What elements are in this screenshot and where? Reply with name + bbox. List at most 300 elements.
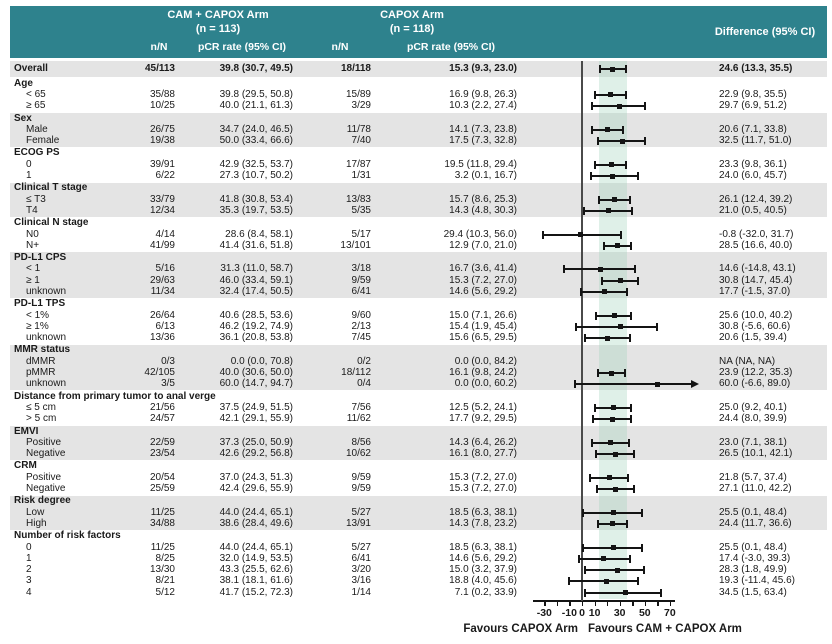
cam-pcr: 32.0 (14.9, 53.5): [219, 552, 293, 564]
table-row: [10, 194, 827, 205]
cam-pcr: 60.0 (14.7, 94.7): [219, 378, 293, 390]
axis-line: [533, 600, 675, 602]
table-row: [10, 124, 827, 135]
row-label: Positive: [26, 471, 62, 483]
ci-bar: [584, 592, 662, 594]
ci-point: [611, 545, 616, 550]
capox-pcr: 14.3 (7.8, 23.2): [449, 517, 517, 529]
cam-pcr: 40.0 (21.1, 61.3): [219, 100, 293, 112]
ci-bar: [568, 580, 640, 582]
group-row: [10, 531, 827, 542]
ci-cap-left: [584, 566, 586, 574]
cam-nn: 12/34: [149, 204, 175, 216]
cam-nn: 39/91: [149, 158, 175, 170]
ci-cap-left: [596, 485, 598, 493]
table-row: [10, 507, 827, 518]
ci-cap-left: [574, 380, 576, 388]
col-header-nn-capox: n/N: [331, 40, 349, 53]
table-row: [10, 587, 827, 598]
cam-nn: 11/25: [150, 541, 175, 553]
cam-pcr: 42.1 (29.1, 55.9): [219, 413, 293, 425]
ci-cap-right: [633, 450, 635, 458]
ci-cap-left: [590, 172, 592, 180]
capox-pcr: 15.3 (9.3, 23.0): [449, 63, 517, 74]
group-row: [10, 78, 827, 89]
capox-nn: 0/2: [357, 355, 371, 367]
cam-pcr: 32.4 (17.4, 50.5): [219, 285, 293, 297]
ci-cap-left: [598, 196, 600, 204]
ci-point: [598, 267, 603, 272]
ci-cap-right: [633, 485, 635, 493]
row-label: 1: [26, 170, 32, 182]
diff-value: 60.0 (-6.6, 89.0): [719, 378, 791, 390]
table-row: [10, 414, 827, 425]
row-label: 3: [26, 575, 32, 587]
ci-bar: [599, 68, 627, 70]
cam-pcr: 41.7 (15.2, 72.3): [219, 586, 293, 598]
ci-bar: [594, 164, 627, 166]
ci-bar: [591, 129, 625, 131]
capox-nn: 9/59: [351, 274, 371, 286]
table-row: [10, 437, 827, 448]
table-row: [10, 483, 827, 494]
subgroup-block: [10, 113, 827, 147]
row-label: Female: [26, 135, 60, 147]
diff-value: 17.4 (-3.0, 39.3): [719, 552, 791, 564]
row-label: Negative: [26, 448, 66, 460]
cam-pcr: 44.0 (24.4, 65.1): [219, 506, 293, 518]
capox-nn: 9/60: [351, 309, 371, 321]
group-row: [10, 496, 827, 507]
ci-point: [604, 579, 609, 584]
cam-nn: 3/5: [161, 378, 175, 390]
diff-value: 24.0 (6.0, 45.7): [719, 170, 787, 182]
row-label: ≤ T3: [26, 193, 46, 205]
capox-nn: 3/20: [351, 564, 371, 576]
ci-cap-right: [641, 544, 643, 552]
diff-value: 29.7 (6.9, 51.2): [719, 100, 787, 112]
cam-nn: 29/63: [149, 274, 175, 286]
cam-nn: 35/88: [149, 88, 175, 100]
row-label: ≥ 1: [26, 274, 40, 286]
cam-pcr: 37.5 (24.9, 51.5): [219, 401, 293, 413]
ci-cap-left: [583, 207, 585, 215]
table-row: [10, 229, 827, 240]
capox-pcr: 15.3 (7.2, 27.0): [449, 483, 517, 495]
table-row: [10, 264, 827, 275]
diff-value: 24.6 (13.3, 35.5): [719, 63, 793, 74]
cam-nn: 26/64: [149, 309, 175, 321]
diff-value: 21.0 (0.5, 40.5): [719, 204, 787, 216]
ci-cap-right: [627, 474, 629, 482]
subgroup-table-body: [10, 61, 827, 598]
ci-bar: [582, 547, 643, 549]
ci-cap-left: [594, 91, 596, 99]
row-label: Clinical T stage: [14, 182, 88, 194]
diff-value: 26.5 (10.1, 42.1): [719, 448, 793, 460]
capox-nn: 7/40: [351, 135, 371, 147]
ci-point: [605, 336, 610, 341]
ci-bar: [592, 418, 632, 420]
favours-left-label: Favours CAPOX Arm: [463, 623, 578, 636]
cam-nn: 20/54: [149, 471, 175, 483]
table-row: [10, 356, 827, 367]
cam-pcr: 41.8 (30.8, 53.4): [219, 193, 293, 205]
ci-cap-left: [578, 555, 580, 563]
diff-value: 22.9 (9.8, 35.5): [719, 88, 787, 100]
axis-tick: [582, 600, 583, 606]
row-label: N+: [26, 239, 40, 251]
row-label: unknown: [26, 332, 67, 344]
cam-pcr: 0.0 (0.0, 70.8): [230, 355, 293, 367]
row-label: < 1%: [26, 309, 50, 321]
capox-pcr: 16.1 (9.8, 24.2): [449, 367, 517, 379]
ci-cap-left: [563, 265, 565, 273]
ci-cap-right: [624, 369, 626, 377]
row-label: Overall: [14, 63, 48, 74]
ci-cap-right: [629, 196, 631, 204]
cam-nn: 4/14: [155, 228, 175, 240]
capox-pcr: 14.6 (5.6, 29.2): [449, 285, 517, 297]
ci-bar: [563, 268, 636, 270]
ci-cap-right: [637, 277, 639, 285]
cam-nn: 13/36: [149, 332, 175, 344]
zero-reference-line: [581, 61, 583, 601]
capox-nn: 5/27: [351, 506, 371, 518]
cam-pcr: 39.8 (30.7, 49.5): [219, 63, 293, 74]
ci-point: [610, 67, 615, 72]
cam-nn: 21/56: [149, 401, 175, 413]
cam-nn: 45/113: [144, 63, 175, 74]
capox-pcr: 3.2 (0.1, 16.7): [454, 170, 517, 182]
row-label: 2: [26, 564, 32, 576]
cam-pcr: 40.0 (30.6, 50.0): [219, 367, 293, 379]
ci-cap-left: [599, 65, 601, 73]
row-label: > 5 cm: [26, 413, 57, 425]
x-axis: [523, 599, 703, 621]
ci-bar: [542, 234, 622, 236]
cam-pcr: 34.7 (24.0, 46.5): [219, 123, 293, 135]
diff-value: 34.5 (1.5, 63.4): [719, 586, 787, 598]
ci-bar: [578, 558, 631, 560]
table-row: [10, 553, 827, 564]
ci-bar: [598, 199, 632, 201]
cam-pcr: 28.6 (8.4, 58.1): [225, 228, 293, 240]
capox-nn: 5/35: [351, 204, 371, 216]
subgroup-block: [10, 345, 827, 390]
table-row: [10, 170, 827, 181]
ci-point: [607, 475, 612, 480]
group-row: [10, 391, 827, 402]
favours-right-label: Favours CAM + CAPOX Arm: [588, 623, 742, 636]
group-row: [10, 183, 827, 194]
axis-tick: [557, 600, 558, 606]
capox-nn: 13/101: [340, 239, 371, 251]
diff-value: 17.7 (-1.5, 37.0): [719, 285, 791, 297]
row-label: Number of risk factors: [14, 530, 121, 542]
ci-point: [610, 174, 615, 179]
cam-nn: 5/12: [155, 586, 175, 598]
axis-tick-label: 50: [638, 607, 651, 620]
capox-nn: 3/29: [351, 100, 371, 112]
ci-bar: [594, 407, 633, 409]
capox-pcr: 16.7 (3.6, 41.4): [449, 263, 517, 275]
cam-nn: 22/59: [149, 436, 175, 448]
ci-cap-right: [630, 242, 632, 250]
row-label: ECOG PS: [14, 147, 60, 159]
capox-pcr: 17.7 (9.2, 29.5): [449, 413, 517, 425]
capox-pcr: 19.5 (11.8, 29.4): [444, 158, 517, 170]
cam-pcr: 35.3 (19.7, 53.5): [219, 204, 293, 216]
cam-pcr: 50.0 (33.4, 66.6): [219, 135, 293, 147]
ci-cap-right: [625, 65, 627, 73]
capox-pcr: 18.5 (6.3, 38.1): [449, 541, 517, 553]
diff-value: 19.3 (-11.4, 45.6): [719, 575, 795, 587]
ci-point: [578, 232, 583, 237]
subgroup-block: [10, 218, 827, 252]
capox-pcr: 16.9 (9.8, 26.3): [449, 88, 517, 100]
ci-cap-left: [597, 520, 599, 528]
diff-value: 26.1 (12.4, 39.2): [719, 193, 793, 205]
ci-cap-right: [626, 288, 628, 296]
ci-point: [612, 313, 617, 318]
axis-tick: [657, 600, 658, 606]
axis-tick-label: 70: [664, 607, 676, 620]
ci-cap-right: [628, 439, 630, 447]
ci-cap-right: [620, 231, 622, 239]
group-row: [10, 113, 827, 124]
arm1-n: (n = 113): [195, 23, 241, 35]
capox-nn: 8/56: [351, 436, 371, 448]
cam-pcr: 40.6 (28.5, 53.6): [219, 309, 293, 321]
row-label: pMMR: [26, 367, 56, 379]
capox-nn: 2/13: [351, 320, 371, 332]
row-label: T4: [26, 204, 38, 216]
cam-pcr: 42.4 (29.6, 55.9): [219, 483, 293, 495]
axis-tick-label: -10: [561, 607, 577, 620]
cam-nn: 11/25: [150, 506, 175, 518]
diff-value: 20.6 (1.5, 39.4): [719, 332, 787, 344]
ci-bar: [595, 453, 635, 455]
ci-bar: [591, 105, 647, 107]
subgroup-block: [10, 148, 827, 182]
ci-point: [623, 590, 628, 595]
row-label: Age: [14, 77, 33, 89]
subgroup-block: [10, 391, 827, 425]
row-label: unknown: [26, 378, 67, 390]
ci-point: [608, 440, 613, 445]
cam-pcr: 41.4 (31.6, 51.8): [219, 239, 293, 251]
capox-nn: 0/4: [357, 378, 371, 390]
capox-nn: 1/14: [351, 586, 371, 598]
ci-cap-right: [637, 577, 639, 585]
row-label: High: [26, 517, 47, 529]
ci-cap-right: [625, 161, 627, 169]
capox-pcr: 7.1 (0.2, 33.9): [454, 586, 517, 598]
cam-pcr: 44.0 (24.4, 65.1): [219, 541, 293, 553]
cam-nn: 42/105: [144, 367, 175, 379]
row-label: < 1: [26, 263, 41, 275]
axis-footnote: [10, 623, 827, 639]
cam-nn: 6/13: [155, 320, 175, 332]
axis-tick: [544, 600, 545, 606]
arm2-header: [301, 6, 523, 38]
ci-point: [609, 162, 614, 167]
capox-nn: 11/62: [346, 413, 371, 425]
row-label: Low: [26, 506, 45, 518]
subgroup-block: [10, 252, 827, 297]
arm1-header: [135, 6, 301, 38]
ci-point: [611, 510, 616, 515]
diff-value: 28.5 (16.6, 40.0): [719, 239, 793, 251]
ci-cap-right: [629, 555, 631, 563]
axis-tick: [670, 600, 671, 606]
cam-pcr: 37.0 (24.3, 51.3): [219, 471, 293, 483]
ci-bar: [597, 523, 628, 525]
table-row: [10, 518, 827, 529]
ci-point: [618, 324, 623, 329]
axis-tick-label: 10: [588, 607, 601, 620]
cam-nn: 11/34: [150, 285, 175, 297]
capox-pcr: 0.0 (0.0, 60.2): [454, 378, 517, 390]
ci-point: [605, 127, 610, 132]
capox-pcr: 15.0 (3.2, 37.9): [449, 564, 517, 576]
cam-nn: 41/99: [149, 239, 175, 251]
col-header-nn-cam: n/N: [150, 40, 168, 53]
row-label: dMMR: [26, 355, 56, 367]
table-row: [10, 286, 827, 297]
ci-cap-right: [634, 265, 636, 273]
cam-nn: 34/88: [149, 517, 175, 529]
subgroup-block: [10, 426, 827, 460]
row-label: 4: [26, 586, 32, 598]
ci-cap-left: [580, 288, 582, 296]
table-row: [10, 576, 827, 587]
capox-nn: 5/27: [351, 541, 371, 553]
capox-nn: 13/83: [345, 193, 371, 205]
row-label: Male: [26, 123, 48, 135]
cam-pcr: 31.3 (11.0, 58.7): [220, 263, 293, 275]
diff-value: 23.9 (12.2, 35.3): [719, 367, 793, 379]
difference-column-header: Difference (95% CI): [714, 26, 816, 38]
table-row: [10, 402, 827, 413]
capox-pcr: 12.9 (7.0, 21.0): [449, 239, 517, 251]
ci-point: [602, 289, 607, 294]
row-label: N0: [26, 228, 39, 240]
ci-point: [618, 278, 623, 283]
ci-cap-left: [597, 369, 599, 377]
ci-cap-right: [660, 589, 662, 597]
diff-value: 21.8 (5.7, 37.4): [719, 471, 787, 483]
ci-cap-left: [584, 334, 586, 342]
ci-cap-left: [594, 404, 596, 412]
ci-cap-right: [641, 509, 643, 517]
cam-pcr: 37.3 (25.0, 50.9): [219, 436, 293, 448]
axis-tick: [632, 600, 633, 606]
cam-nn: 25/59: [149, 483, 175, 495]
col-header-pcr-cam: pCR rate (95% CI): [197, 40, 287, 53]
subgroup-block: [10, 531, 827, 599]
row-label: ≤ 5 cm: [26, 401, 56, 413]
ci-cap-left: [582, 509, 584, 517]
ci-cap-right: [629, 334, 631, 342]
subgroup-block: [10, 78, 827, 112]
row-label: EMVI: [14, 425, 39, 437]
table-row: [10, 449, 827, 460]
ci-cap-right: [630, 312, 632, 320]
cam-pcr: 36.1 (20.8, 53.8): [219, 332, 293, 344]
diff-value: 25.5 (0.1, 48.4): [719, 506, 787, 518]
arm1-title: CAM + CAPOX Arm: [167, 8, 269, 21]
diff-value: NA (NA, NA): [719, 355, 776, 367]
ci-cap-right: [631, 207, 633, 215]
diff-value: 24.4 (11.7, 36.6): [719, 517, 792, 529]
group-row: [10, 252, 827, 263]
capox-pcr: 14.3 (6.4, 26.2): [449, 436, 517, 448]
row-label: ≥ 65: [26, 100, 46, 112]
cam-pcr: 39.8 (29.5, 50.8): [219, 88, 293, 100]
row-label: Positive: [26, 436, 62, 448]
diff-value: 25.6 (10.0, 40.2): [719, 309, 793, 321]
capox-nn: 15/89: [345, 88, 371, 100]
capox-pcr: 15.4 (1.9, 45.4): [449, 320, 517, 332]
capox-nn: 9/59: [351, 483, 371, 495]
ci-point: [601, 556, 606, 561]
table-row: [10, 275, 827, 286]
ci-cap-left: [594, 161, 596, 169]
ci-point: [612, 197, 617, 202]
row-label: 0: [26, 541, 32, 553]
cam-nn: 19/38: [149, 135, 175, 147]
row-label: unknown: [26, 285, 67, 297]
ci-bar: [580, 291, 628, 293]
cam-nn: 0/3: [161, 355, 175, 367]
ci-cap-right: [644, 137, 646, 145]
overall-row: [10, 61, 827, 77]
cam-pcr: 38.1 (18.1, 61.6): [219, 575, 293, 587]
diff-value: 23.3 (9.8, 36.1): [719, 158, 787, 170]
diff-value: 25.5 (0.1, 48.4): [719, 541, 787, 553]
row-label: Negative: [26, 483, 66, 495]
ci-point: [608, 92, 613, 97]
ci-point: [620, 139, 625, 144]
row-label: ≥ 1%: [26, 320, 49, 332]
cam-pcr: 42.9 (32.5, 53.7): [219, 158, 293, 170]
ci-arrow-right: [691, 380, 699, 388]
axis-tick-label: -30: [536, 607, 552, 620]
ci-cap-right: [644, 102, 646, 110]
ci-cap-left: [595, 450, 597, 458]
ci-bar: [603, 245, 632, 247]
diff-value: 23.0 (7.1, 38.1): [719, 436, 787, 448]
ci-point: [606, 208, 611, 213]
arm2-title: CAPOX Arm: [380, 8, 444, 21]
arm2-n: (n = 118): [389, 23, 435, 35]
ci-cap-left: [591, 102, 593, 110]
ci-point: [613, 452, 618, 457]
capox-pcr: 15.3 (7.2, 27.0): [449, 274, 517, 286]
capox-pcr: 14.3 (4.8, 30.3): [449, 204, 517, 216]
row-label: Risk degree: [14, 495, 71, 507]
table-row: [10, 240, 827, 251]
capox-pcr: 10.3 (2.2, 27.4): [449, 100, 517, 112]
table-row: [10, 472, 827, 483]
cam-pcr: 43.3 (25.5, 62.6): [219, 564, 293, 576]
diff-value: 28.3 (1.8, 49.9): [719, 564, 787, 576]
ci-point: [615, 243, 620, 248]
ci-point: [617, 104, 622, 109]
cam-nn: 5/16: [155, 263, 175, 275]
